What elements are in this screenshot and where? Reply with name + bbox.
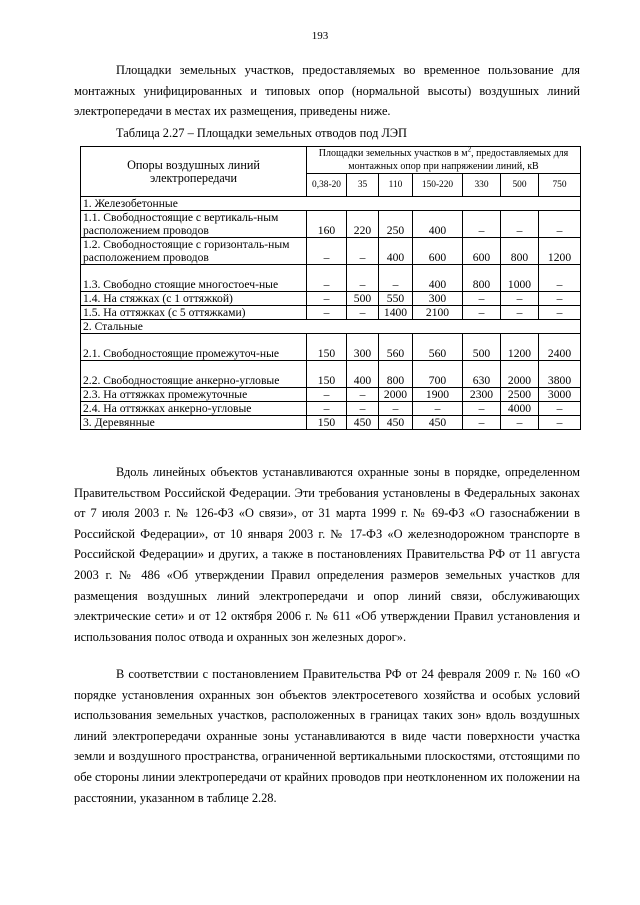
support-type-cell: 2.4. На оттяжках анкерно-угловые [81, 402, 307, 416]
table-body [81, 197, 581, 430]
protection-zones-paragraph: Вдоль линейных объектов устанавливаются охранные зоны в порядке, определенном Правительством Российской Федерации. Эти требования установлены в Федеральных законах от 7 июля 2003 г. № 126-ФЗ «О связи», от 31 марта 1999 г. № 69-ФЗ «О газоснабжении в Российской Федерации», от 10 января 2003 г. № 17-ФЗ «О железнодорожном транспорте в Российской Федерации» и других, а также в постановлениях Правительства РФ от 11 августа 2003 г. № 486 «Об утверждении Правил определения размеров земельных участков для размещения воздушных линий электропередачи и опор линий связи, обслуживающих электрические сети» и от 12 октября 2006 г. № 611 «Об утверждении Правил установления и использования полос отвода и охранных зон железных дорог». [74, 465, 580, 644]
plot-area-cell: 2300 [463, 388, 501, 402]
support-type-cell: 3. Деревянные [81, 416, 307, 430]
plot-area-cell: 450 [413, 416, 463, 430]
plot-area-cell: – [307, 292, 347, 306]
table-row [81, 292, 581, 306]
plot-area-cell: 220 [347, 211, 379, 238]
plot-area-cell: 1900 [413, 388, 463, 402]
plot-area-cell: 2400 [539, 334, 581, 361]
support-type-cell: 1.3. Свободно стоящие многостоеч-ные [81, 265, 307, 292]
table-caption: Таблица 2.27 – Площадки земельных отводов под ЛЭП [116, 126, 408, 140]
plot-area-cell: – [347, 402, 379, 416]
plot-area-cell: 400 [413, 211, 463, 238]
plots-group-header: Площадки земельных участков в $м^2$, предоставляемых для монтажных опор при напряжении линий, кВ [307, 147, 581, 174]
table-row [81, 416, 581, 430]
plot-area-cell: – [307, 306, 347, 320]
plot-area-cell: – [539, 402, 581, 416]
plot-area-cell: – [463, 306, 501, 320]
plot-area-cell: 3000 [539, 388, 581, 402]
plot-area-cell: 150 [307, 334, 347, 361]
support-type-cell: 1.1. Свободностоящие с вертикаль-ным расположением проводов [81, 211, 307, 238]
section-label: 2. Стальные [81, 320, 581, 334]
plot-area-cell: 300 [413, 292, 463, 306]
support-type-cell: 1.4. На стяжках (с 1 оттяжкой) [81, 292, 307, 306]
voltage-header: 750 [539, 174, 581, 197]
plot-area-cell: – [463, 211, 501, 238]
plot-area-cell: – [379, 402, 413, 416]
plot-area-cell: – [501, 211, 539, 238]
plot-area-cell: – [539, 211, 581, 238]
table-row [81, 402, 581, 416]
plot-area-cell: – [539, 292, 581, 306]
plot-area-cell: 400 [379, 238, 413, 265]
plot-area-cell: – [307, 388, 347, 402]
voltage-header: 110 [379, 174, 413, 197]
plot-area-cell: 150 [307, 361, 347, 388]
plot-area-cell: 700 [413, 361, 463, 388]
plot-area-cell: – [347, 388, 379, 402]
plot-area-cell: 4000 [501, 402, 539, 416]
plot-area-cell: – [347, 265, 379, 292]
plot-area-cell: 1200 [501, 334, 539, 361]
support-type-cell: 2.1. Свободностоящие промежуточ-ные [81, 334, 307, 361]
plot-area-cell: 560 [379, 334, 413, 361]
plot-area-cell: 500 [347, 292, 379, 306]
plot-area-cell: – [307, 265, 347, 292]
plot-area-cell: – [463, 292, 501, 306]
plot-area-cell: – [413, 402, 463, 416]
voltage-header: 500 [501, 174, 539, 197]
support-type-cell: 1.5. На оттяжках (с 5 оттяжками) [81, 306, 307, 320]
plot-area-cell: 2100 [413, 306, 463, 320]
plot-area-cell: 1400 [379, 306, 413, 320]
plot-area-cell: 450 [379, 416, 413, 430]
table-row [81, 334, 581, 361]
table-row [81, 211, 581, 238]
resolution-paragraph: В соответствии с постановлением Правительства РФ от 24 февраля 2009 г. № 160 «О порядке установления охранных зон объектов электросетевого хозяйства и особых условий использования земельных участков, расположенных в границах таких зон» вдоль воздушных линий электропередачи охранные зоны устанавливаются в виде части поверхности участка земли и воздушного пространства, ограниченной вертикальными плоскостями, отстоящими по обе стороны линии электропередачи от крайних проводов при неотклоненном их положении на расстоянии, указанном в таблице 2.28. [74, 667, 580, 805]
plot-area-cell: 2000 [501, 361, 539, 388]
plot-area-cell: 150 [307, 416, 347, 430]
plot-area-cell: 250 [379, 211, 413, 238]
support-type-cell: 2.2. Свободностоящие анкерно-угловые [81, 361, 307, 388]
voltage-header: 35 [347, 174, 379, 197]
table-section-row [81, 197, 581, 211]
voltage-header: 330 [463, 174, 501, 197]
voltage-header: 150-220 [413, 174, 463, 197]
plot-area-cell: 160 [307, 211, 347, 238]
plot-area-cell: 2500 [501, 388, 539, 402]
table-section-row [81, 320, 581, 334]
plot-area-cell: – [539, 265, 581, 292]
plot-area-cell: 1000 [501, 265, 539, 292]
table-row [81, 265, 581, 292]
land-plots-table [80, 146, 581, 430]
table-row [81, 238, 581, 265]
plot-area-cell: 630 [463, 361, 501, 388]
plot-area-cell: – [307, 238, 347, 265]
plot-area-cell: – [379, 265, 413, 292]
support-type-cell: 1.2. Свободностоящие с горизонталь-ным расположением проводов [81, 238, 307, 265]
plot-area-cell: 300 [347, 334, 379, 361]
plot-area-cell: – [463, 402, 501, 416]
plot-area-cell: 600 [413, 238, 463, 265]
plot-area-cell: – [501, 416, 539, 430]
plot-area-cell: 800 [463, 265, 501, 292]
plot-area-cell: 3800 [539, 361, 581, 388]
table-row [81, 306, 581, 320]
table-row [81, 361, 581, 388]
plot-area-cell: 800 [501, 238, 539, 265]
plot-area-cell: 600 [463, 238, 501, 265]
plot-area-cell: 560 [413, 334, 463, 361]
plot-area-cell: – [501, 306, 539, 320]
plot-area-cell: 1200 [539, 238, 581, 265]
plot-area-cell: – [347, 306, 379, 320]
plot-area-cell: – [307, 402, 347, 416]
plot-area-cell: 800 [379, 361, 413, 388]
table-row [81, 388, 581, 402]
plot-area-cell: – [347, 238, 379, 265]
supports-column-header: Опоры воздушных линий электропередачи [81, 147, 307, 197]
plot-area-cell: 2000 [379, 388, 413, 402]
voltage-header: 0,38-20 [307, 174, 347, 197]
intro-paragraph: Площадки земельных участков, предоставляемых во временное пользование для монтажных унифицированных и типовых опор (нормальной высоты) воздушных линий электропередачи в местах их размещения, приведены ниже. [74, 63, 580, 119]
page-number: 193 [311, 30, 329, 42]
plot-area-cell: – [463, 416, 501, 430]
plot-area-cell: 450 [347, 416, 379, 430]
plot-area-cell: 550 [379, 292, 413, 306]
section-label: 1. Железобетонные [81, 197, 581, 211]
plot-area-cell: – [539, 416, 581, 430]
plot-area-cell: – [501, 292, 539, 306]
plot-area-cell: 400 [413, 265, 463, 292]
plot-area-cell: – [539, 306, 581, 320]
support-type-cell: 2.3. На оттяжках промежуточные [81, 388, 307, 402]
plot-area-cell: 400 [347, 361, 379, 388]
plot-area-cell: 500 [463, 334, 501, 361]
